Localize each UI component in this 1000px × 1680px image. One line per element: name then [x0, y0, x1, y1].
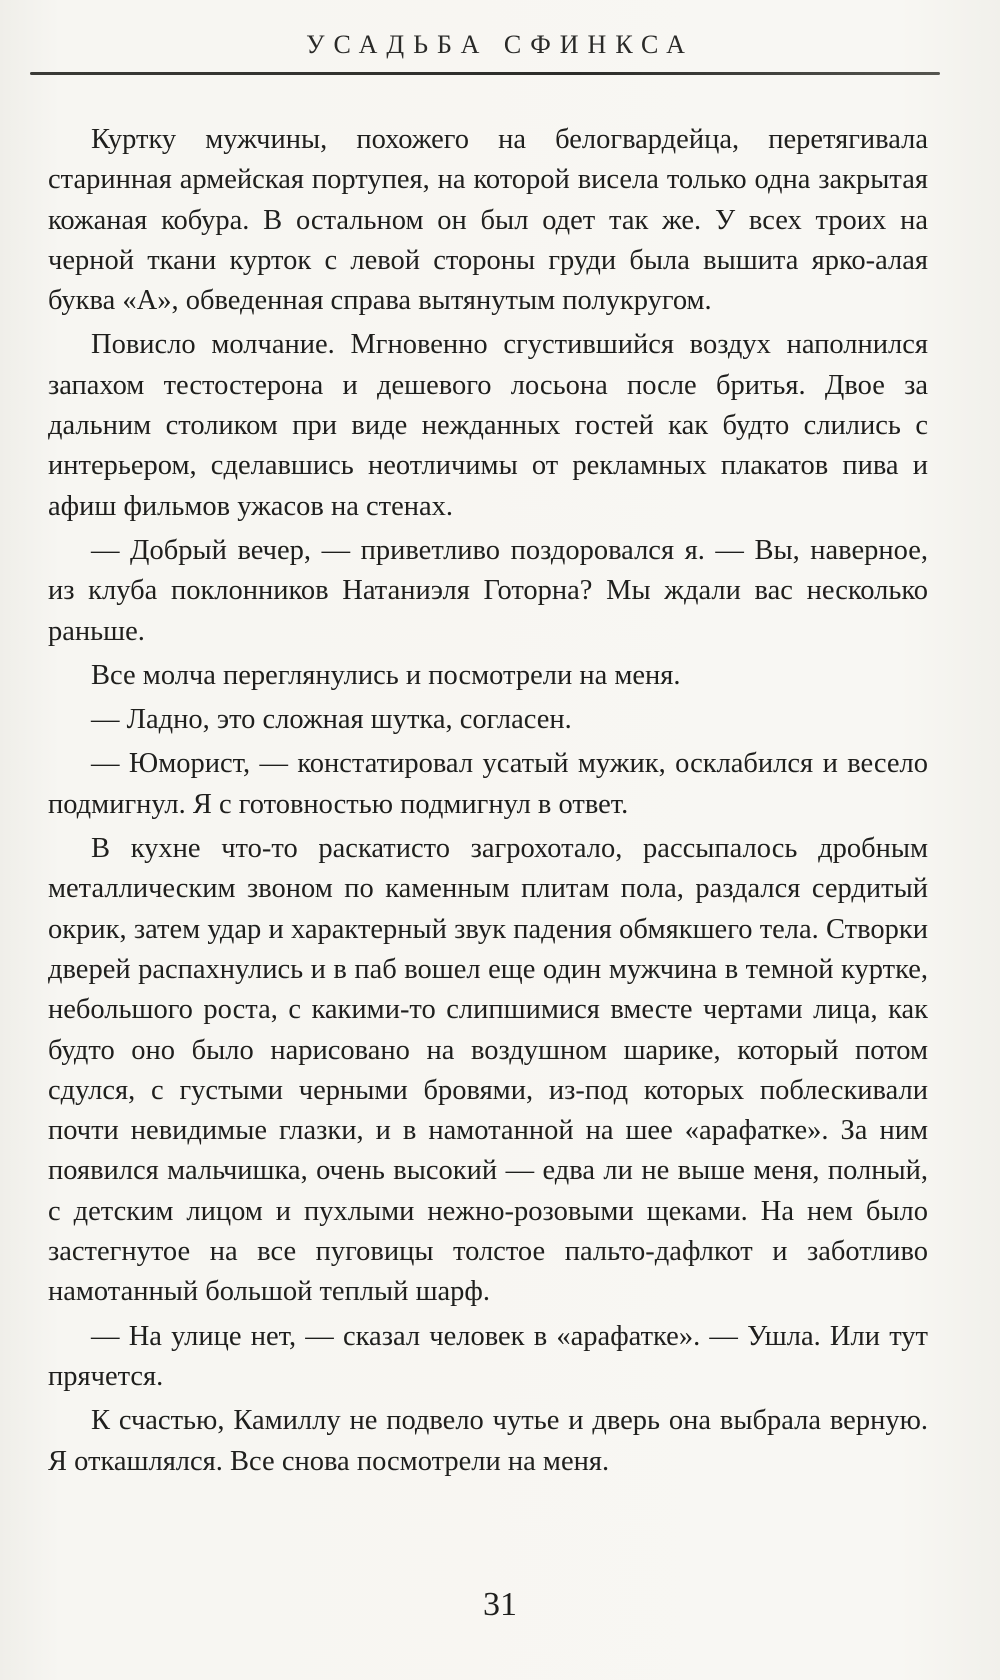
paragraph: — Добрый вечер, — приветливо поздоровался я. — Вы, наверное, из клуба поклонников Натаниэля Готорна? Мы ждали вас несколько раньше. — [48, 534, 928, 647]
paragraph: — Юморист, — констатировал усатый мужик, осклабился и весело подмигнул. Я с готовностью подмигнул в ответ. — [48, 748, 928, 820]
paragraph: Куртку мужчины, похожего на белогвардейца, перетягивала старинная армейская портупея, на которой висела только одна закрытая кожаная кобура. В остальном он был одет так же. У всех троих на черной ткани курток с левой стороны груди была вышита ярко-алая буква «А», обведенная справа вытянутым полукругом. — [48, 124, 928, 317]
paragraph: К счастью, Камиллу не подвело чутье и дверь она выбрала верную. Я откашлялся. Все снова посмотрели на меня. — [48, 1405, 928, 1477]
page-number: 31 — [483, 1586, 517, 1623]
header-rule — [30, 72, 940, 75]
running-head: УСАДЬБА СФИНКСА — [306, 30, 694, 59]
paragraph: — Ладно, это сложная шутка, согласен. — [91, 704, 572, 736]
paragraph: Повисло молчание. Мгновенно сгустившийся воздух наполнился запахом тестостерона и дешевого лосьона после бритья. Двое за дальним столиком при виде нежданных гостей как будто слились с интерьером, сделавшись неотличимы от рекламных плакатов пива и афиш фильмов ужасов на стенах. — [48, 329, 928, 522]
paragraph: — На улице нет, — сказал человек в «арафатке». — Ушла. Или тут прячется. — [48, 1320, 928, 1392]
paragraph: В кухне что-то раскатисто загрохотало, рассыпалось дробным металлическим звоном по каменным плитам пола, раздался сердитый окрик, затем удар и характерный звук падения обмякшего тела. Створки дверей распахнулись и в паб вошел еще один мужчина в темной куртке, небольшого роста, с какими-то слипшимися вместе чертами лица, как будто оно было нарисовано на воздушном шарике, который потом сдулся, с густыми черными бровями, из-под которых поблескивали почти невидимые глазки, и в намотанной на шее «арафатке». За ним появился мальчишка, очень высокий — едва ли не выше меня, полный, с детским лицом и пухлыми нежно-розовыми щеками. На нем было застегнутое на все пуговицы толстое пальто-дафлкот и заботливо намотанный большой теплый шарф. — [48, 833, 928, 1308]
body-text — [48, 120, 928, 1482]
paragraph: Все молча переглянулись и посмотрели на меня. — [91, 659, 681, 691]
